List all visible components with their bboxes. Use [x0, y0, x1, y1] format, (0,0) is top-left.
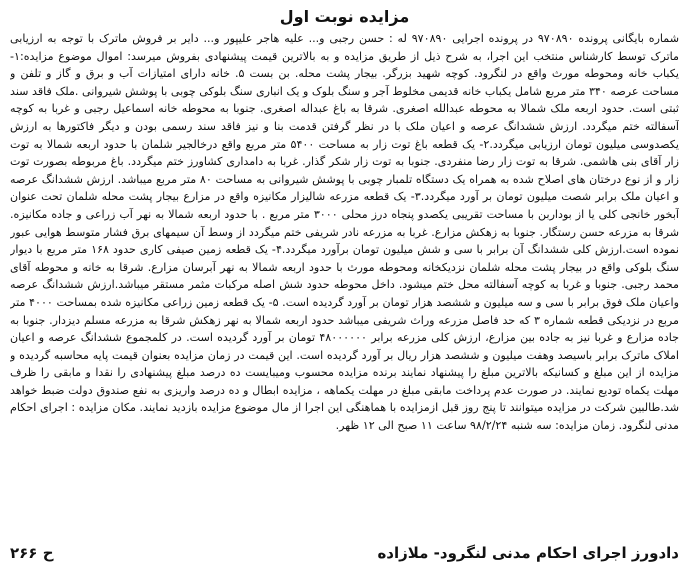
notice-title: مزایده نوبت اول — [279, 7, 410, 26]
notice-body: شماره بایگانی پرونده ۹۷۰۸۹۰ در پرونده اجرایی ۹۷۰۸۹۰ له : حسن رجبی و... علیه هاجر علیپور و... دایر بر فروش ماترک با توجه به ارزیابی ماترک توسط کارشناس منتخب این اجرا، به شرح ذیل از طریق مزایده و به بالاترین قیمت پیشنهادی بفروش میرسد: اموال موضوع مزایده:۱- یکباب خانه ومحوطه مورث واقع در لنگرود. کوچه شهید بزرگر. بیجار پشت محله. بن بست ۵. خانه دارای امتیازات آب و برق و گاز و تلفن و مساحت عرصه ۳۴۰ متر مربع شامل یکباب خانه قدیمی مخلوط آجر و سنگ بلوک و یک انباری سنگ بلوکی چوبی با پوشش شیروانی .ملک فاقد سند ثبتی است. حدود اربعه ملک شمالا به محوطه عبدالله اصغری. شرقا به باغ عبداله اصغری. جنوبا به محوطه خانه اسماعیل رجبی و غربا به کوچه آسفالته ختم میگردد. ارزش ششدانگ عرصه و اعیان ملک با در نظر گرفتن قدمت بنا و نیز فاقد سند رسمی بودن و دیگر فاکتورها به ارزش یکصدوسی میلیون تومان ارزیابی میگردد.۲- یک قطعه باغ توت زار به مساحت ۵۴۰۰ متر مربع واقع درخالجیر شلمان با حدود اربعه شمالا به توت زار آقای بنی هاشمی. شرقا به توت زار رضا منفردی. جنوبا به توت زار شکر گذار. غربا به دامداری کشاورز ختم میگردد. باغ مربوطه بصورت توت زار و از نوع درختان های اصلاح شده به همراه یک دستگاه تلمبار چوبی با پوشش شیروانی به مساحت ۸۰ متر مربع میباشد. ارزش ششدانگ عرصه و اعیان ملک برابر شصت میلیون تومان بر آورد میگردد.۳- یک قطعه مزرعه شالیزار مکانیزه واقع در مزارع بیجار پشت محله شلمان تحت عنوان آبخور خانجی کلی یا از بوداربن با مساحت تقریبی یکصدو پنجاه درز محلی ۳۰۰۰ متر مربع . با حدود اربعه شمالا به نهر آب زراعی و جاده مکانیزه. شرقا به مزرعه حسن رستگار. جنوبا به زهکش مزارع. غربا به مزرعه نادر شریفی ختم میگردد از وسط آن سیمهای برق فشار متوسط هوایی عبور نموده است.ارزش کلی ششدانگ آن برابر با سی و شش میلیون تومان برآورد میگردد.۴- یک قطعه زمین صیفی کاری حدود ۱۶۸ متر مربع با دیوار سنگ بلوکی واقع در بیجار پشت محله شلمان نزدیکخانه ومحوطه مورث با حدود اربعه شمالا به نهر آبرسان مزارع. شرقا به خانه و محوطه آقای محمد رجبی. جنوبا و غربا به کوچه آسفالته محل ختم میشود. داخل محوطه حدود شش اصله مرکبات مثمر مستقر میباشد.ارزش ششدانگ عرصه واعیان ملک فوق برابر با سی و سه میلیون و ششصد هزار تومان بر آورد گردیده است. ۵- یک قطعه زمین زراعی مکانیزه شده بمساحت ۴۰۰۰ متر مربع در نزدیکی قطعه شماره ۳ که حد فاصل مزرعه وراث شریفی میباشد حدود اربعه شمالا به نهر زهکش شرقا به مزرعه مسلم دیزدار. جنوبا به جاده مزارع و غربا نیز به جاده بین مزارع، ارزش کلی مزرعه برابر ۴۸۰۰۰۰۰۰ تومان بر آورد گردیده است. در کلمجموع ششدانگ عرصه و اعیان املاک ماترک برابر باسیصد وهفت میلیون و ششصد هزار ریال بر آورد گردیده است. این قیمت در زمان مزایده بعنوان قیمت پایه محاسبه گردیده و مزایده از این مبلغ و کسانیکه بالاترین مبلغ را پیشنهاد نمایند برنده مزایده محسوب ومیبایست ده درصد مبلغ پیشنهادی را نقدا و مابقی را ظرف مهلت یکماه تودیع نمایند. در صورت عدم پرداخت مابقی مبلغ در مهلت یکماهه ، مزایده ابطال و ده درصد واریزی به نفع صندوق دولت ضبط خواهد شد.طالبین شرکت در مزایده میتوانند تا پنج روز قبل ازمزایده با هماهنگی این اجرا از مال موضوع مزایده بازدید نمایند. مکان مزایده : اجرای احکام مدنی لنگرود. زمان مزایده: سه شنبه ۹۸/۲/۲۴ ساعت ۱۱ صبح الی ۱۲ ظهر. — [10, 32, 679, 433]
signature-line: دادورز اجرای احکام مدنی لنگرود- ملازاده — [377, 544, 679, 562]
notice-footer — [10, 542, 679, 564]
notice-code: ح ۲۶۶ — [10, 544, 54, 562]
